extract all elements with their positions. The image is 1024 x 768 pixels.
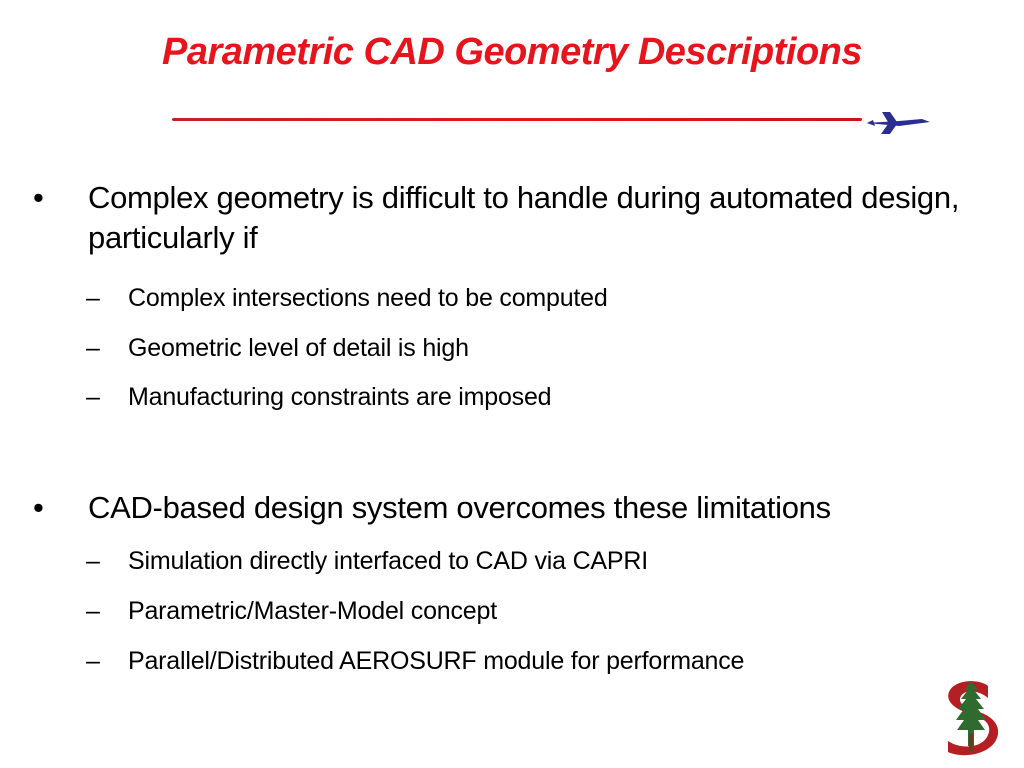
- bullet-1-symbol: •: [33, 180, 44, 215]
- bullet-1-text: Complex geometry is difficult to handle during automated design, particularly if: [88, 180, 960, 255]
- bullet-1-subitem-1-symbol: –: [86, 284, 100, 312]
- slide-title: Parametric CAD Geometry Descriptions: [161, 31, 863, 73]
- bullet-1-subitem-3-symbol: –: [86, 383, 100, 411]
- bullet-1-subitem-2: Geometric level of detail is high: [128, 334, 469, 362]
- bullet-2-subitem-2-symbol: –: [86, 597, 100, 625]
- bullet-2-text: CAD-based design system overcomes these limitations: [88, 490, 831, 525]
- bullet-2-subitem-3: Parallel/Distributed AEROSURF module for performance: [128, 647, 745, 675]
- bullet-2-subitem-1: Simulation directly interfaced to CAD via CAPRI: [128, 547, 648, 575]
- bullet-1-subitem-2-symbol: –: [86, 334, 100, 362]
- bullet-2-symbol: •: [33, 490, 44, 525]
- stanford-s-tree-logo: [940, 678, 1002, 756]
- bullet-2-subitem-1-symbol: –: [86, 547, 100, 575]
- bullet-1-subitem-3: Manufacturing constraints are imposed: [128, 383, 552, 411]
- bullet-1-subitem-1: Complex intersections need to be computed: [128, 284, 608, 312]
- bullet-2-subitem-2: Parametric/Master-Model concept: [128, 597, 497, 625]
- bullet-2-subitem-3-symbol: –: [86, 647, 100, 675]
